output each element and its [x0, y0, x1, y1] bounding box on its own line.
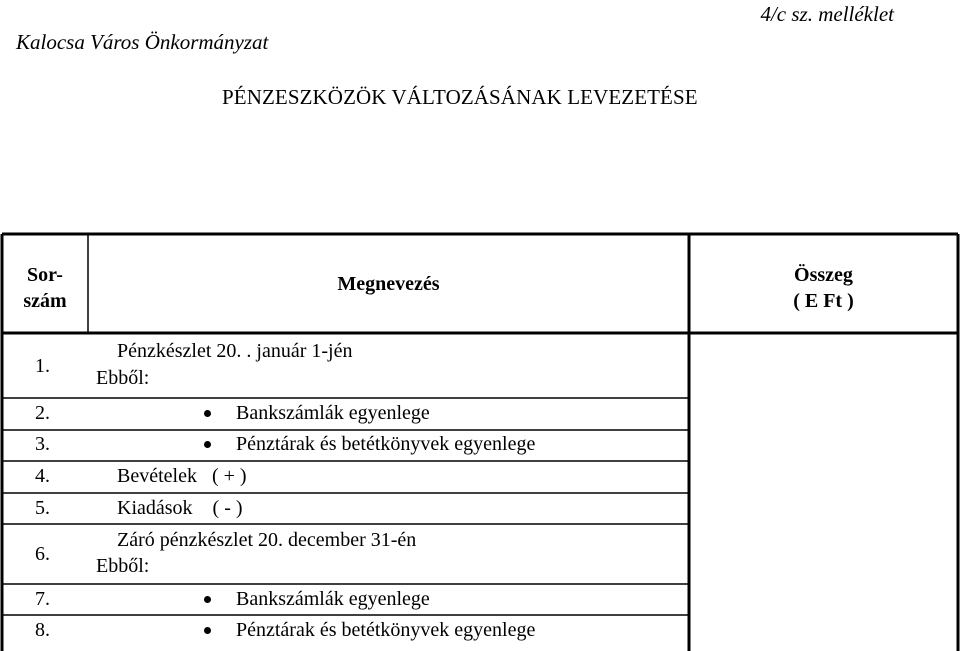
row-number: 2.	[35, 402, 50, 424]
row-sublabel: Ebből:	[96, 555, 150, 577]
bullet-icon	[204, 627, 211, 634]
row-label: Pénztárak és betétkönyvek egyenlege	[236, 619, 536, 641]
annex-label: 4/c sz. melléklet	[760, 2, 894, 26]
row-number: 3.	[35, 433, 50, 455]
row-number: 5.	[35, 497, 50, 519]
row-label: Bankszámlák egyenlege	[236, 402, 430, 424]
column-header-sorszam-line1: Sor-	[27, 264, 63, 286]
column-header-osszeg	[691, 262, 956, 314]
row-number: 7.	[35, 588, 50, 610]
column-header-osszeg-line2: ( E Ft )	[793, 290, 854, 312]
column-header-sorszam	[4, 262, 86, 314]
row-label: Kiadások ( - )	[117, 497, 243, 519]
column-header-megnevezes: Megnevezés	[337, 273, 440, 295]
document-title: PÉNZESZKÖZÖK VÁLTOZÁSÁNAK LEVEZETÉSE	[222, 85, 698, 109]
bullet-icon	[204, 596, 211, 603]
column-header-osszeg-line1: Összeg	[794, 264, 853, 286]
bullet-icon	[204, 441, 211, 448]
row-number: 8.	[35, 619, 50, 641]
column-header-sorszam-line2: szám	[23, 290, 67, 312]
row-number: 6.	[35, 543, 50, 565]
organization-name: Kalocsa Város Önkormányzat	[16, 30, 269, 54]
row-number: 4.	[35, 465, 50, 487]
row-label: Záró pénzkészlet 20. december 31-én	[117, 529, 417, 551]
row-label: Bankszámlák egyenlege	[236, 588, 430, 610]
row-label: Pénztárak és betétkönyvek egyenlege	[236, 433, 536, 455]
row-label: Pénzkészlet 20. . január 1-jén	[117, 340, 353, 362]
bullet-icon	[204, 410, 211, 417]
row-sublabel: Ebből:	[96, 367, 150, 389]
row-number: 1.	[35, 355, 50, 377]
row-label: Bevételek ( + )	[117, 465, 247, 487]
